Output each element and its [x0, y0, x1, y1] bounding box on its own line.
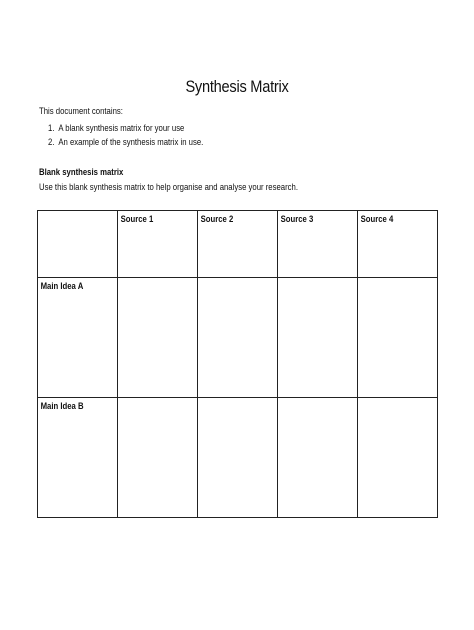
- matrix-cell: [118, 278, 198, 398]
- section-heading: Blank synthesis matrix: [39, 167, 124, 177]
- matrix-column-header: [278, 211, 358, 278]
- matrix-row: [38, 398, 438, 518]
- list-item-text: A blank synthesis matrix for your use: [58, 123, 185, 133]
- matrix-row: [38, 278, 438, 398]
- matrix-column-header: [118, 211, 198, 278]
- matrix-cell: [278, 398, 358, 518]
- matrix-cell: [198, 278, 278, 398]
- page-title: Synthesis Matrix: [185, 77, 289, 96]
- matrix-row-header: [38, 398, 118, 518]
- row-header-label: Main Idea B: [40, 401, 84, 411]
- column-header-label: Source 4: [360, 214, 394, 224]
- matrix-corner-cell: [38, 211, 118, 278]
- matrix-column-header: [198, 211, 278, 278]
- list-item: [48, 135, 203, 149]
- column-header-label: Source 1: [120, 214, 154, 224]
- list-item-number: 2.: [48, 137, 55, 147]
- matrix-cell: [118, 398, 198, 518]
- section-description: Use this blank synthesis matrix to help organise and analyse your research.: [39, 182, 298, 192]
- contents-list: [48, 121, 229, 149]
- matrix-cell: [358, 278, 438, 398]
- matrix-column-header: [358, 211, 438, 278]
- intro-text: This document contains:: [39, 106, 123, 116]
- synthesis-matrix-table: [37, 210, 438, 518]
- matrix-row-header: [38, 278, 118, 398]
- list-item-number: 1.: [48, 123, 55, 133]
- matrix-cell: [278, 278, 358, 398]
- matrix-cell: [198, 398, 278, 518]
- row-header-label: Main Idea A: [40, 281, 84, 291]
- matrix-cell: [358, 398, 438, 518]
- column-header-label: Source 3: [280, 214, 314, 224]
- column-header-label: Source 2: [200, 214, 234, 224]
- matrix-header-row: [38, 211, 438, 278]
- list-item: [48, 121, 203, 135]
- list-item-text: An example of the synthesis matrix in use.: [58, 137, 204, 147]
